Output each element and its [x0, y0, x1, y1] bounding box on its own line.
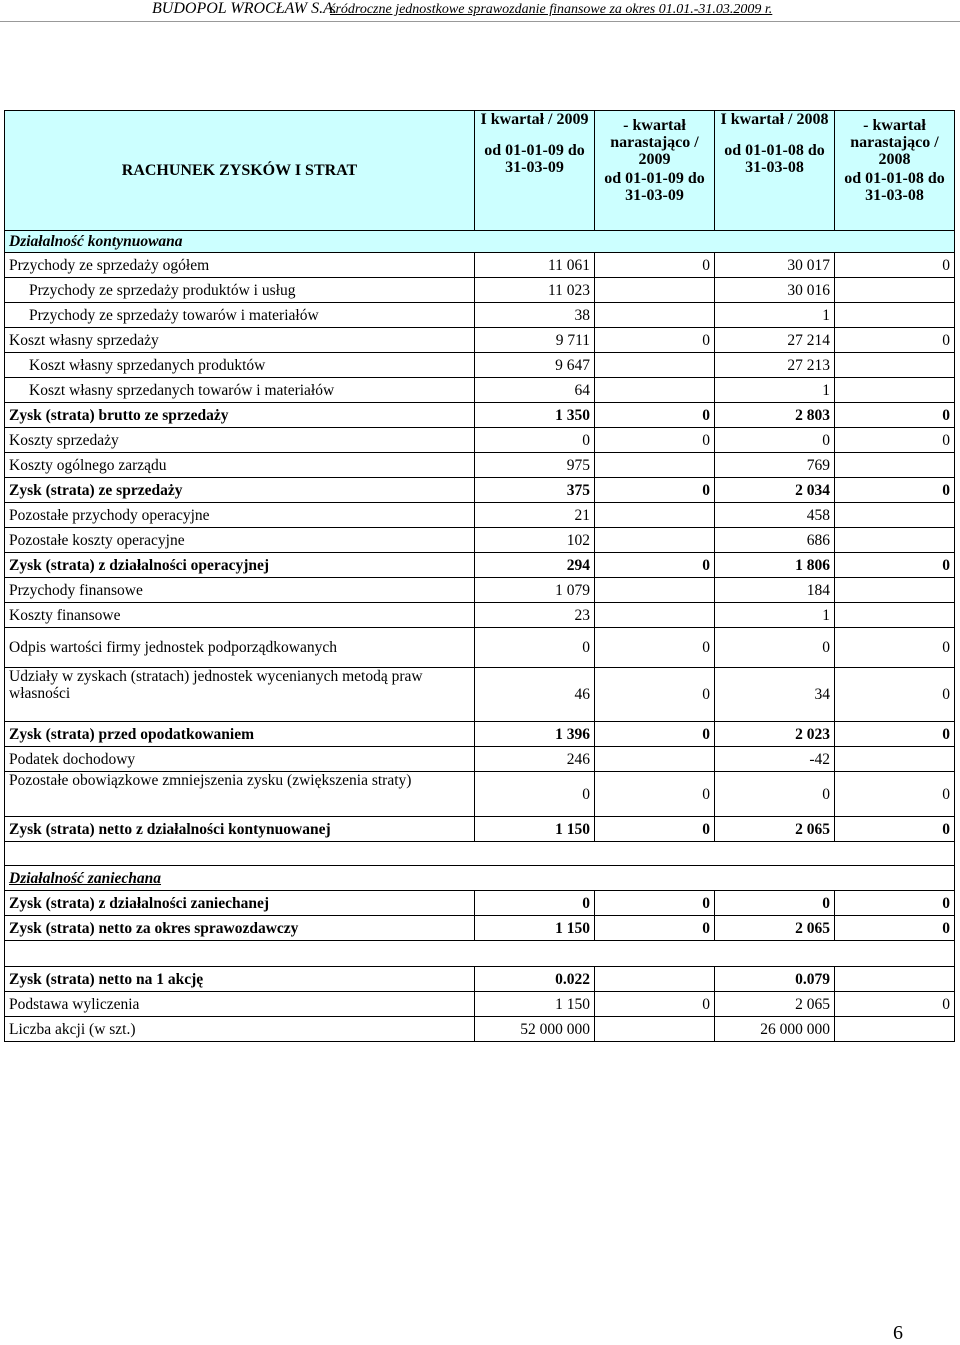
section-label — [5, 231, 955, 253]
row-label: Przychody ze sprzedaży produktów i usług — [5, 278, 475, 303]
value-cell: 0 — [715, 428, 835, 453]
value-cell — [835, 603, 955, 628]
row-label: Podatek dochodowy — [5, 747, 475, 772]
value-cell: 0 — [835, 253, 955, 278]
value-cell: 0 — [595, 253, 715, 278]
value-cell: 0 — [595, 722, 715, 747]
table-row — [5, 253, 955, 278]
value-cell — [595, 578, 715, 603]
value-cell: 0 — [595, 772, 715, 817]
value-cell — [835, 303, 955, 328]
page-header — [0, 0, 960, 22]
value-cell: 0 — [475, 628, 595, 668]
table-row — [5, 772, 955, 817]
value-cell: 1 350 — [475, 403, 595, 428]
value-cell: 2 803 — [715, 403, 835, 428]
column-period: od 01-01-09 do 31-03-09 — [604, 170, 705, 204]
value-cell: 9 647 — [475, 353, 595, 378]
value-cell: 0 — [835, 403, 955, 428]
spacer-row — [5, 842, 955, 866]
table-row — [5, 278, 955, 303]
value-cell — [595, 353, 715, 378]
value-cell — [595, 603, 715, 628]
row-label: Koszty sprzedaży — [5, 428, 475, 453]
table-row — [5, 1017, 955, 1042]
table-row — [5, 378, 955, 403]
value-cell: 26 000 000 — [715, 1017, 835, 1042]
table-row — [5, 353, 955, 378]
column-head-label: - kwartał narastająco / 2009 — [610, 117, 699, 168]
spacer-cell — [5, 842, 955, 866]
table-row — [5, 747, 955, 772]
table-row — [5, 528, 955, 553]
value-cell: 0 — [835, 722, 955, 747]
column-head-q1-2009 — [475, 111, 595, 231]
value-cell: 0 — [595, 628, 715, 668]
row-label: Liczba akcji (w szt.) — [5, 1017, 475, 1042]
section-label — [5, 866, 955, 891]
table-row — [5, 722, 955, 747]
table-row — [5, 553, 955, 578]
table-row — [5, 628, 955, 668]
report-description: śródroczne jednostkowe sprawozdanie finansowe za okres 01.01.-31.03.2009 r. — [330, 2, 773, 17]
column-period: od 01-01-09 do 31-03-09 — [484, 142, 585, 176]
column-head-cumulative-2008 — [835, 111, 955, 231]
row-label: Przychody ze sprzedaży ogółem — [5, 253, 475, 278]
spacer-cell — [5, 941, 955, 967]
row-label: Przychody ze sprzedaży towarów i materiałów — [5, 303, 475, 328]
table-row — [5, 503, 955, 528]
value-cell: 294 — [475, 553, 595, 578]
value-cell: 0 — [835, 428, 955, 453]
value-cell: 0 — [715, 772, 835, 817]
value-cell — [595, 303, 715, 328]
row-label: Koszty finansowe — [5, 603, 475, 628]
value-cell: 21 — [475, 503, 595, 528]
value-cell: 0 — [835, 817, 955, 842]
row-label: Zysk (strata) netto z działalności kontynuowanej — [5, 817, 475, 842]
value-cell — [835, 747, 955, 772]
company-name: BUDOPOL WROCŁAW S.A. — [152, 0, 337, 17]
value-cell: 975 — [475, 453, 595, 478]
value-cell: 0 — [595, 328, 715, 353]
value-cell: 0 — [475, 772, 595, 817]
table-row — [5, 578, 955, 603]
table-row — [5, 603, 955, 628]
value-cell: 0 — [715, 891, 835, 916]
value-cell: 2 065 — [715, 916, 835, 941]
value-cell: 1 150 — [475, 992, 595, 1017]
value-cell: 64 — [475, 378, 595, 403]
value-cell — [595, 528, 715, 553]
value-cell: 246 — [475, 747, 595, 772]
value-cell: 0 — [835, 772, 955, 817]
value-cell: 0 — [595, 668, 715, 722]
table-title: RACHUNEK ZYSKÓW I STRAT — [5, 111, 475, 231]
value-cell: 1 396 — [475, 722, 595, 747]
value-cell: 0 — [835, 478, 955, 503]
value-cell: 38 — [475, 303, 595, 328]
table-header-row — [5, 111, 955, 231]
row-label: Odpis wartości firmy jednostek podporządkowanych — [5, 628, 475, 668]
column-head-q1-2008 — [715, 111, 835, 231]
value-cell — [595, 747, 715, 772]
value-cell: 11 023 — [475, 278, 595, 303]
value-cell: 0 — [595, 916, 715, 941]
value-cell: 30 016 — [715, 278, 835, 303]
value-cell: 1 — [715, 378, 835, 403]
value-cell: 11 061 — [475, 253, 595, 278]
value-cell: 375 — [475, 478, 595, 503]
table-row — [5, 328, 955, 353]
row-label: Koszty ogólnego zarządu — [5, 453, 475, 478]
row-label: Podstawa wyliczenia — [5, 992, 475, 1017]
value-cell: 0.079 — [715, 967, 835, 992]
table-row — [5, 428, 955, 453]
value-cell: 0 — [595, 478, 715, 503]
row-label: Zysk (strata) przed opodatkowaniem — [5, 722, 475, 747]
value-cell: 23 — [475, 603, 595, 628]
column-head-label: I kwartał / 2009 — [480, 111, 589, 128]
value-cell: 184 — [715, 578, 835, 603]
value-cell: 34 — [715, 668, 835, 722]
table-row — [5, 453, 955, 478]
value-cell: 0 — [835, 553, 955, 578]
value-cell: 1 — [715, 303, 835, 328]
row-label: Udziały w zyskach (stratach) jednostek wycenianych metodą praw własności — [5, 668, 475, 722]
value-cell — [595, 378, 715, 403]
row-label: Koszt własny sprzedanych produktów — [5, 353, 475, 378]
value-cell: 2 065 — [715, 817, 835, 842]
spacer-row — [5, 941, 955, 967]
value-cell: 0 — [595, 553, 715, 578]
value-cell: 0 — [595, 817, 715, 842]
table-row — [5, 478, 955, 503]
section-row — [5, 866, 955, 891]
value-cell — [835, 278, 955, 303]
value-cell — [835, 1017, 955, 1042]
value-cell: 2 034 — [715, 478, 835, 503]
value-cell — [595, 278, 715, 303]
value-cell — [595, 967, 715, 992]
table-row — [5, 891, 955, 916]
row-label: Zysk (strata) netto za okres sprawozdawczy — [5, 916, 475, 941]
row-label: Zysk (strata) z działalności zaniechanej — [5, 891, 475, 916]
column-period: od 01-01-08 do 31-03-08 — [724, 142, 825, 176]
column-head-label: - kwartał narastająco / 2008 — [850, 117, 939, 168]
value-cell: 2 023 — [715, 722, 835, 747]
value-cell — [835, 353, 955, 378]
row-label: Zysk (strata) netto na 1 akcję — [5, 967, 475, 992]
value-cell: -42 — [715, 747, 835, 772]
value-cell: 0 — [475, 428, 595, 453]
table-row — [5, 967, 955, 992]
value-cell — [835, 378, 955, 403]
table-row — [5, 992, 955, 1017]
value-cell — [595, 503, 715, 528]
value-cell: 0 — [835, 668, 955, 722]
value-cell: 0 — [835, 628, 955, 668]
value-cell: 102 — [475, 528, 595, 553]
value-cell: 30 017 — [715, 253, 835, 278]
value-cell: 0 — [595, 428, 715, 453]
table-row — [5, 303, 955, 328]
row-label: Koszt własny sprzedaży — [5, 328, 475, 353]
value-cell: 0 — [835, 891, 955, 916]
value-cell: 9 711 — [475, 328, 595, 353]
value-cell: 0.022 — [475, 967, 595, 992]
section-row — [5, 231, 955, 253]
table-row — [5, 668, 955, 722]
value-cell — [835, 578, 955, 603]
value-cell: 0 — [835, 916, 955, 941]
value-cell: 1 — [715, 603, 835, 628]
section-title: Działalność zaniechana — [9, 869, 162, 887]
value-cell: 0 — [715, 628, 835, 668]
value-cell: 0 — [835, 992, 955, 1017]
column-head-cumulative-2009 — [595, 111, 715, 231]
table-row — [5, 916, 955, 941]
value-cell: 46 — [475, 668, 595, 722]
row-label: Pozostałe obowiązkowe zmniejszenia zysku (zwiększenia straty) — [5, 772, 475, 817]
value-cell — [595, 453, 715, 478]
column-head-label: I kwartał / 2008 — [720, 111, 829, 128]
value-cell: 1 150 — [475, 817, 595, 842]
row-label: Koszt własny sprzedanych towarów i materiałów — [5, 378, 475, 403]
table-row — [5, 403, 955, 428]
value-cell: 0 — [595, 403, 715, 428]
value-cell: 686 — [715, 528, 835, 553]
row-label: Zysk (strata) z działalności operacyjnej — [5, 553, 475, 578]
value-cell: 1 806 — [715, 553, 835, 578]
page-number: 6 — [893, 1322, 903, 1344]
value-cell: 2 065 — [715, 992, 835, 1017]
column-period: od 01-01-08 do 31-03-08 — [844, 170, 945, 204]
value-cell: 0 — [835, 328, 955, 353]
row-label: Pozostałe koszty operacyjne — [5, 528, 475, 553]
value-cell: 769 — [715, 453, 835, 478]
row-label: Zysk (strata) ze sprzedaży — [5, 478, 475, 503]
row-label: Przychody finansowe — [5, 578, 475, 603]
row-label: Zysk (strata) brutto ze sprzedaży — [5, 403, 475, 428]
value-cell: 1 150 — [475, 916, 595, 941]
section-title: Działalność kontynuowana — [9, 233, 183, 250]
value-cell — [835, 453, 955, 478]
value-cell: 0 — [595, 891, 715, 916]
value-cell — [835, 503, 955, 528]
value-cell — [835, 967, 955, 992]
value-cell — [595, 1017, 715, 1042]
value-cell: 458 — [715, 503, 835, 528]
value-cell: 1 079 — [475, 578, 595, 603]
value-cell — [835, 528, 955, 553]
value-cell: 27 213 — [715, 353, 835, 378]
value-cell: 0 — [595, 992, 715, 1017]
header-rule — [0, 21, 960, 22]
row-label: Pozostałe przychody operacyjne — [5, 503, 475, 528]
income-statement-table — [4, 110, 955, 1042]
table-row — [5, 817, 955, 842]
value-cell: 52 000 000 — [475, 1017, 595, 1042]
value-cell: 27 214 — [715, 328, 835, 353]
value-cell: 0 — [475, 891, 595, 916]
